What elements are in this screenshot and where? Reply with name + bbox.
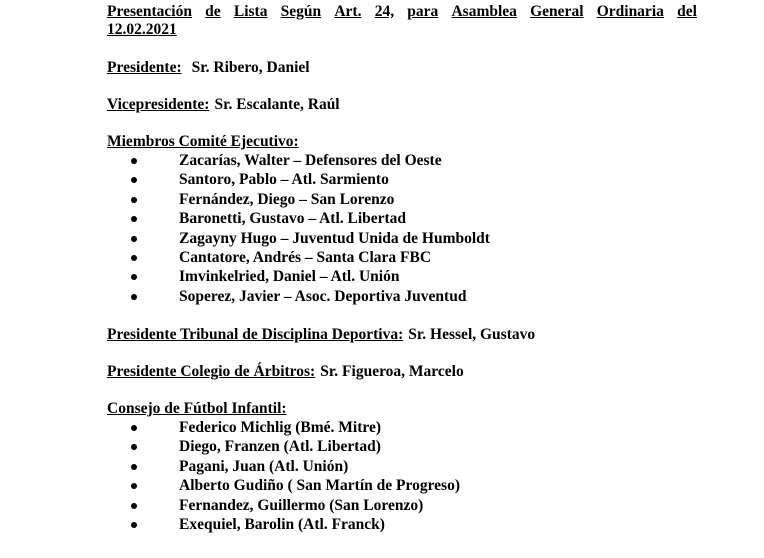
- title-line-2: 12.02.2021: [107, 21, 177, 38]
- document-title: [107, 3, 697, 39]
- title-word: de: [205, 3, 221, 20]
- bullet-icon: [131, 483, 137, 489]
- tribunal-label: Presidente Tribunal de Disciplina Deportiva:: [107, 326, 404, 343]
- bullet-icon: [131, 274, 137, 280]
- list-item-text: Federico Michlig (Bmé. Mitre): [179, 419, 381, 436]
- bullet-icon: [131, 177, 137, 183]
- list-item-text: Fernández, Diego – San Lorenzo: [179, 190, 395, 208]
- list-item-text: Diego, Franzen (Atl. Libertad): [179, 438, 381, 456]
- arbitros-value: Sr. Figueroa, Marcelo: [320, 363, 464, 380]
- title-word: del: [677, 3, 697, 20]
- list-item-text: Pagani, Juan (Atl. Unión): [179, 457, 349, 475]
- bullet-icon: [131, 216, 137, 222]
- list-item-text: Imvinkelried, Daniel – Atl. Unión: [179, 268, 400, 286]
- vicepresidente-label: Vicepresidente:: [107, 96, 210, 113]
- list-item-text: Soperez, Javier – Asoc. Deportiva Juventud: [179, 287, 467, 305]
- title-word: Presentación: [107, 3, 192, 20]
- tribunal-value: Sr. Hessel, Gustavo: [408, 326, 536, 343]
- bullet-icon: [131, 197, 137, 203]
- title-line-1: [107, 3, 697, 21]
- title-word: para: [407, 3, 439, 20]
- vicepresidente-row: [107, 95, 340, 114]
- infantil-heading: [107, 399, 287, 418]
- vicepresidente-value: Sr. Escalante, Raúl: [214, 96, 340, 113]
- presidente-label: Presidente:: [107, 59, 182, 76]
- bullet-icon: [131, 444, 137, 450]
- list-item-text: Cantatore, Andrés – Santa Clara FBC: [179, 248, 432, 266]
- bullet-icon: [131, 425, 137, 431]
- bullet-icon: [131, 503, 137, 509]
- bullet-icon: [131, 255, 137, 261]
- list-item-text: Santoro, Pablo – Atl. Sarmiento: [179, 171, 389, 189]
- comite-label: Miembros Comité Ejecutivo:: [107, 133, 299, 150]
- infantil-label: Consejo de Fútbol Infantil:: [107, 400, 287, 417]
- bullet-icon: [131, 158, 137, 164]
- title-word: 24,: [374, 3, 395, 20]
- title-word: Según: [280, 3, 322, 20]
- title-word: Art.: [334, 3, 362, 20]
- list-item-text: Baronetti, Gustavo – Atl. Libertad: [179, 210, 407, 228]
- bullet-icon: [131, 522, 137, 528]
- comite-heading: [107, 132, 299, 151]
- bullet-icon: [131, 236, 137, 242]
- bullet-icon: [131, 294, 137, 300]
- title-word: Asamblea: [451, 3, 517, 20]
- list-item-text: Zacarías, Walter – Defensores del Oeste: [179, 152, 442, 169]
- presidente-row: [107, 58, 310, 77]
- title-word: Ordinaria: [596, 3, 664, 20]
- arbitros-label: Presidente Colegio de Árbitros:: [107, 363, 316, 380]
- presidente-value: Sr. Ribero, Daniel: [191, 59, 310, 76]
- bullet-icon: [131, 464, 137, 470]
- arbitros-row: [107, 362, 464, 381]
- list-item-text: Alberto Gudiño ( San Martín de Progreso): [179, 477, 461, 495]
- list-item-text: Zagayny Hugo – Juventud Unida de Humboldt: [179, 229, 490, 247]
- title-word: General: [530, 3, 584, 20]
- title-word: Lista: [233, 3, 268, 20]
- tribunal-row: [107, 325, 535, 344]
- list-item-text: Exequiel, Barolin (Atl. Franck): [179, 515, 385, 533]
- list-item-text: Fernandez, Guillermo (San Lorenzo): [179, 496, 424, 514]
